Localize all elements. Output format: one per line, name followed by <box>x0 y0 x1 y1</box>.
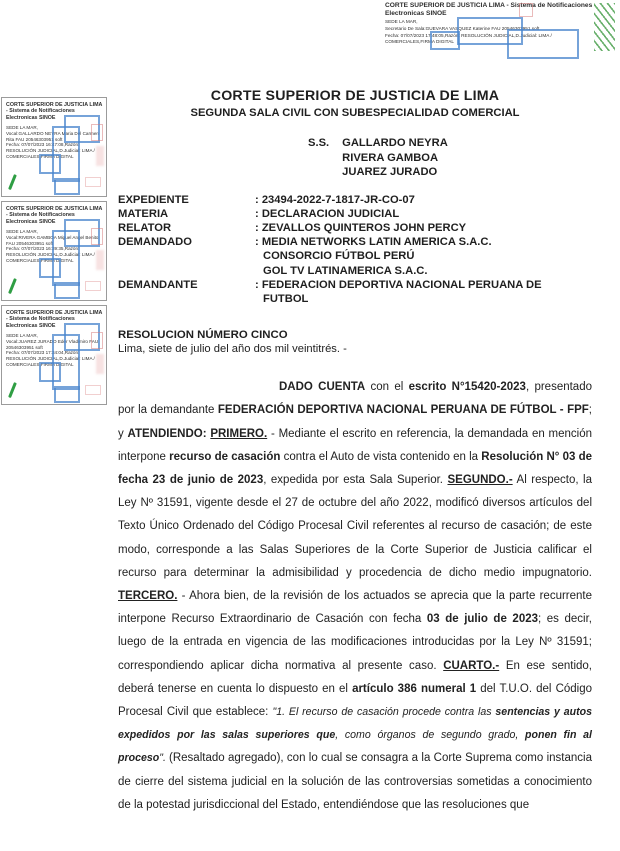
page-title: CORTE SUPERIOR DE JUSTICIA DE LIMA <box>210 88 500 104</box>
resolution-heading: RESOLUCION NÚMERO CINCO <box>118 329 288 342</box>
table-row <box>118 235 592 278</box>
case-info-value: : 23494-2022-7-1817-JR-CO-07 <box>255 193 415 206</box>
case-info-value: : ZEVALLOS QUINTEROS JOHN PERCY <box>255 221 467 234</box>
stamp-title: CORTE SUPERIOR DE JUSTICIA LIMA - Sistema de Notificaciones Electronicas SINOE <box>6 310 103 329</box>
blue-verification-box-icon <box>54 386 80 403</box>
blue-verification-box-icon <box>54 178 80 195</box>
red-seal-mark <box>85 177 101 187</box>
red-seal-mark <box>96 250 104 270</box>
page-subtitle: SEGUNDA SALA CIVIL CON SUBESPECIALIDAD COMERCIAL <box>190 107 520 119</box>
table-row <box>118 207 592 221</box>
case-info-label: MATERIA <box>118 207 169 220</box>
red-seal-mark <box>91 124 103 141</box>
stamp-fecha: Fecha: 07/07/2023 16:47:08,Razón: RESOLUCIÓN JUDICIAL,D.Judicial: LIMA / COMERCIALES,FIRMA DIGITAL <box>6 142 95 159</box>
table-row <box>118 221 592 235</box>
case-info-value: : FEDERACION DEPORTIVA NACIONAL PERUANA DE FUTBOL <box>255 278 542 305</box>
red-seal-mark <box>96 146 104 166</box>
resolution-body-paragraph: DADO CUENTA con el escrito N°15420-2023, presentado por la demandante FEDERACIÓN DEPORTIVA NACIONAL PERUANA DE FÚTBOL - FPF; y ATENDIENDO: PRIMERO. - Mediante el escrito en referencia, la demandada en mención interpone recurso de casación contra el Auto de vista contenido en la Resolución N° 03 de fecha 23 de junio de 2023, expedida por esta Sala Superior. SEGUNDO.- Al respecto, la Ley Nº 31591, vigente desde el 27 de octubre del año 2022, modificó diversos artículos del Texto Único Ordenado del Código Procesal Civil referentes al recurso de casación; de este modo, corresponde a las Salas Superiores de la Corte Superior de Justicia calificar el recurso para determinar la admisibilidad y procedencia de dicho medio impugnatorio. TERCERO. - Ahora bien, de la revisión de los actuados se aprecia que la parte recurrente interpone Recurso Extraordinario de Casación con fecha 03 de julio de 2023; es decir, luego de la entrada en vigencia de las modificaciones introducidas por la Ley Nº 31591; correspondiendo aplicar dicha normativa al presente caso. CUARTO.- En ese sentido, deberá tenerse en cuenta lo dispuesto en el artículo 386 numeral 1 del T.U.O. del Código Procesal Civil que establece: "1. El recurso de casación procede contra las sentencias y autos expedidos por las salas superiores que, como órganos de segundo grado, ponen fin al proceso". (Resaltado agregado), con lo cual se consagra a la Corte Suprema como instancia de cierre del sistema judicial en la solución de las controversias sometidas a conocimiento de la potestad jurisdiccional del Estado, entendiéndose que las resoluciones que <box>118 381 593 811</box>
resolution-date-line: Lima, siete de julio del año dos mil veintitrés. - <box>118 343 347 356</box>
digital-signature-stamp-vocal-2 <box>1 201 107 301</box>
red-seal-mark <box>96 354 104 374</box>
judge-name: RIVERA GAMBOA <box>342 151 439 164</box>
green-signature-mark <box>594 3 615 51</box>
blue-verification-box-icon <box>430 31 460 50</box>
case-info-label: DEMANDANTE <box>118 278 198 291</box>
judges-prefix: S.S. <box>308 137 330 149</box>
table-row <box>118 278 592 306</box>
digital-signature-stamp-secretario <box>383 1 597 47</box>
stamp-sede: SEDE LA MAR, <box>6 125 38 131</box>
stamp-signer: Vocal:GALLARDO NEYRA Maria Del Carmen Rita FAU 20546303951 soft <box>6 130 99 142</box>
red-seal-mark <box>91 228 103 245</box>
stamp-signer: Vocal:RIVERA GAMBOA Miguel Angel Benito FAU 20546303951 soft <box>6 234 99 246</box>
judges-block <box>308 136 592 180</box>
red-seal-mark <box>91 332 103 349</box>
stamp-fecha: Fecha: 07/07/2023 17:34:04,Razón: RESOLUCIÓN JUDICIAL,D.Judicial: LIMA / COMERCIALES,FIRMA DIGITAL <box>6 350 95 367</box>
case-info-label: DEMANDADO <box>118 236 192 249</box>
document-content <box>118 88 592 817</box>
blue-verification-box-icon <box>39 154 61 174</box>
stamp-fecha: Fecha: 07/07/2023 17:48:05,Razón: RESOLUCIÓN JUDICIAL,D.Judicial: LIMA / COMERCIALES,FIRMA DIGITAL <box>385 33 552 45</box>
stamp-signer: Vocal:JUAREZ JURADO Eder Vladimiro FAU 20546303951 soft <box>6 338 99 350</box>
stamp-title: CORTE SUPERIOR DE JUSTICIA LIMA - Sistema de Notificaciones Electronicas SINOE <box>385 2 593 18</box>
blue-verification-box-icon <box>507 29 579 59</box>
judge-name: GALLARDO NEYRA <box>342 137 448 149</box>
blue-verification-box-icon <box>39 258 61 278</box>
blue-verification-box-icon <box>39 362 61 382</box>
table-row <box>118 193 592 207</box>
green-signature-mark <box>8 174 16 190</box>
stamp-title: CORTE SUPERIOR DE JUSTICIA LIMA - Sistema de Notificaciones Electronicas SINOE <box>6 206 103 225</box>
case-info-table <box>118 193 592 307</box>
red-seal-mark <box>85 385 101 395</box>
judge-name: JUAREZ JURADO <box>342 166 438 178</box>
blue-verification-box-icon <box>54 282 80 299</box>
stamp-sede: SEDE LA MAR, <box>385 19 418 25</box>
judges-names <box>342 136 448 180</box>
red-seal-mark <box>519 3 533 17</box>
stamp-sede: SEDE LA MAR, <box>6 229 38 235</box>
digital-signature-stamp-vocal-3 <box>1 305 107 405</box>
case-info-value: : MEDIA NETWORKS LATIN AMERICA S.A.C. CONSORCIO FÚTBOL PERÚ GOL TV LATINAMERICA S.A.C. <box>255 236 492 277</box>
stamp-title: CORTE SUPERIOR DE JUSTICIA LIMA - Sistema de Notificaciones Electronicas SINOE <box>6 102 103 121</box>
stamp-fecha: Fecha: 07/07/2023 16:39:35,Razón: RESOLUCIÓN JUDICIAL,D.Judicial: LIMA / COMERCIALES,FIRMA DIGITAL <box>6 246 95 263</box>
case-info-label: RELATOR <box>118 221 172 234</box>
digital-signature-stamp-vocal-1 <box>1 97 107 197</box>
green-signature-mark <box>8 278 16 294</box>
green-signature-mark <box>8 382 16 398</box>
case-info-value: : DECLARACION JUDICIAL <box>255 207 400 220</box>
stamp-sede: SEDE LA MAR, <box>6 333 38 339</box>
stamp-signer: Secretario De Sala:GUEVARA VASQUEZ Katerine FAU 20546303951 soft <box>385 26 540 32</box>
case-info-label: EXPEDIENTE <box>118 193 189 206</box>
red-seal-mark <box>85 281 101 291</box>
